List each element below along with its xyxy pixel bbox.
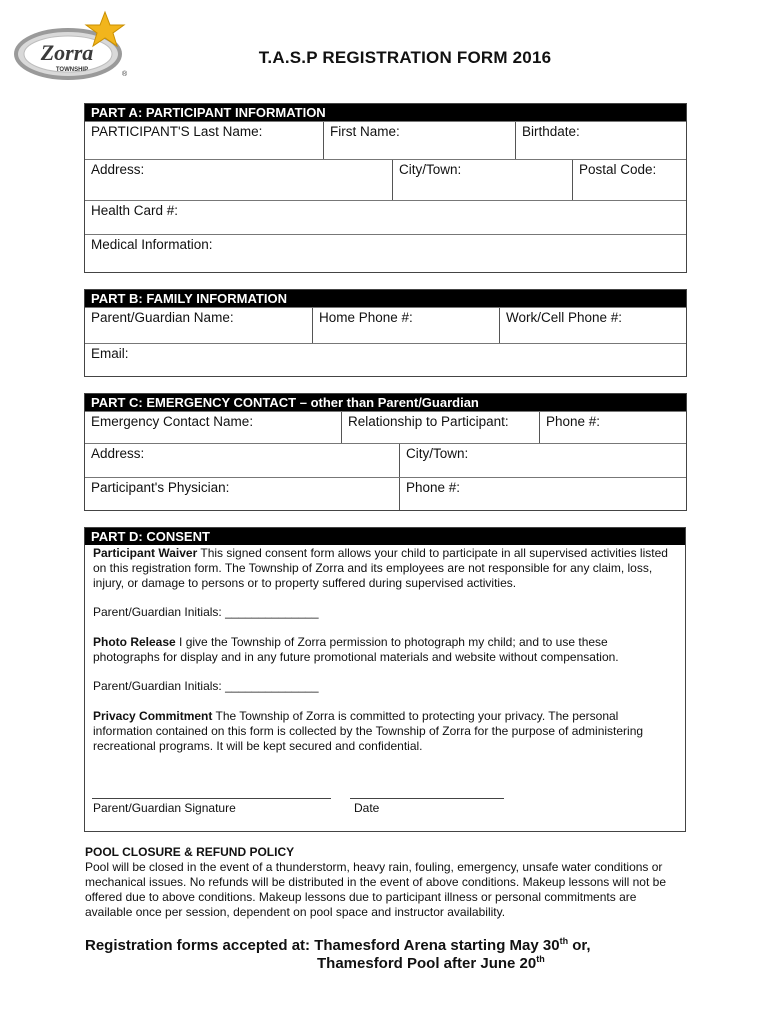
policy-text: Pool will be closed in the event of a thunderstorm, heavy rain, fouling, emergency, unsafe water conditions or mechanical issues. No refunds will be distributed in the event of above conditions. Makeup lessons will not be offered due to above conditions. Makeup lessons due to participant illness or personal commitments are available once per session, dependent on pool space and instructor availability. [85,860,666,919]
health-card-field[interactable]: Health Card #: [91,203,179,218]
reg-line1-text: Registration forms accepted at: Thamesford Arena starting May 30 [85,937,560,954]
logo-mark: ® [122,71,128,78]
signature-label: Parent/Guardian Signature [93,801,236,815]
part-d-section [84,527,686,832]
emergency-city-field[interactable]: City/Town: [399,444,686,477]
part-a-row-medical [85,234,686,272]
pool-policy [85,845,685,920]
emergency-contact-name-field[interactable]: Emergency Contact Name: [91,414,254,429]
part-d-header: PART D: CONSENT [85,528,685,545]
email-field[interactable]: Email: [91,346,129,361]
photo-paragraph [93,635,677,665]
date-label: Date [354,801,380,815]
part-a-row-health [85,200,686,234]
privacy-text: The Township of Zorra is committed to protecting your privacy. The personal information contained on this form is collected by the Township of Zorra for the purpose of administering recreational programs. It will be kept secured and confidential. [93,709,644,753]
initials-1[interactable]: Parent/Guardian Initials: ______________ [93,605,319,619]
zorra-township-logo [10,10,130,82]
guardian-name-field[interactable]: Parent/Guardian Name: [91,310,234,325]
part-a-section [84,103,687,273]
postal-code-field[interactable]: Postal Code: [572,160,686,200]
registration-line-1 [85,937,591,955]
waiver-text: This signed consent form allows your child to participate in all supervised activities listed on this registration form. The Township of Zorra and its employees are not responsible for any claim, loss, injury, or damage to persons or to property suffered during supervised activities. [93,546,668,590]
photo-text: I give the Township of Zorra permission to photograph my child; and to use these photographs for display and in any future promotional materials and website without compensation. [93,635,619,664]
photo-title: Photo Release [93,635,176,649]
waiver-paragraph [93,546,677,591]
signature-line[interactable] [92,798,331,799]
privacy-paragraph [93,709,677,754]
registration-info [85,937,591,973]
physician-phone-field[interactable]: Phone #: [399,478,686,510]
privacy-title: Privacy Commitment [93,709,213,723]
last-name-field[interactable]: PARTICIPANT'S Last Name: [91,124,263,139]
home-phone-field[interactable]: Home Phone #: [312,308,499,343]
part-b-header: PART B: FAMILY INFORMATION [85,290,686,307]
logo-sub: TOWNSHIP [55,67,89,73]
birthdate-field[interactable]: Birthdate: [515,122,686,159]
part-a-header: PART A: PARTICIPANT INFORMATION [85,104,686,121]
date-line[interactable] [350,798,504,799]
work-phone-field[interactable]: Work/Cell Phone #: [499,308,686,343]
registration-line-2 [85,955,591,973]
initials-2[interactable]: Parent/Guardian Initials: ______________ [93,679,319,693]
part-b-row-phones [85,307,686,343]
city-field[interactable]: City/Town: [392,160,572,200]
part-b-section [84,289,687,377]
relationship-field[interactable]: Relationship to Participant: [341,412,539,443]
part-a-row-name [85,121,686,159]
part-b-row-email [85,343,686,376]
emergency-phone-field[interactable]: Phone #: [539,412,686,443]
reg-line2-sup: th [536,954,545,964]
address-field[interactable]: Address: [91,162,145,177]
page-title: T.A.S.P REGISTRATION FORM 2016 [258,48,552,67]
reg-line1-sup: th [559,936,569,946]
physician-field[interactable]: Participant's Physician: [91,480,230,495]
reg-line2-text: Thamesford Pool after June 20 [317,955,537,972]
first-name-field[interactable]: First Name: [323,122,515,159]
waiver-title: Participant Waiver [93,546,198,560]
part-c-header: PART C: EMERGENCY CONTACT – other than Parent/Guardian [85,394,686,411]
logo-name: Zorra [40,40,94,65]
part-a-row-address [85,159,686,200]
part-c-row-contact [85,411,686,443]
part-c-row-address [85,443,686,477]
medical-info-field[interactable]: Medical Information: [91,237,213,252]
emergency-address-field[interactable]: Address: [91,446,145,461]
consent-body [85,546,685,754]
reg-line1-suffix: or, [568,937,591,954]
policy-title: POOL CLOSURE & REFUND POLICY [85,845,295,859]
part-c-section [84,393,687,511]
part-c-row-physician [85,477,686,510]
